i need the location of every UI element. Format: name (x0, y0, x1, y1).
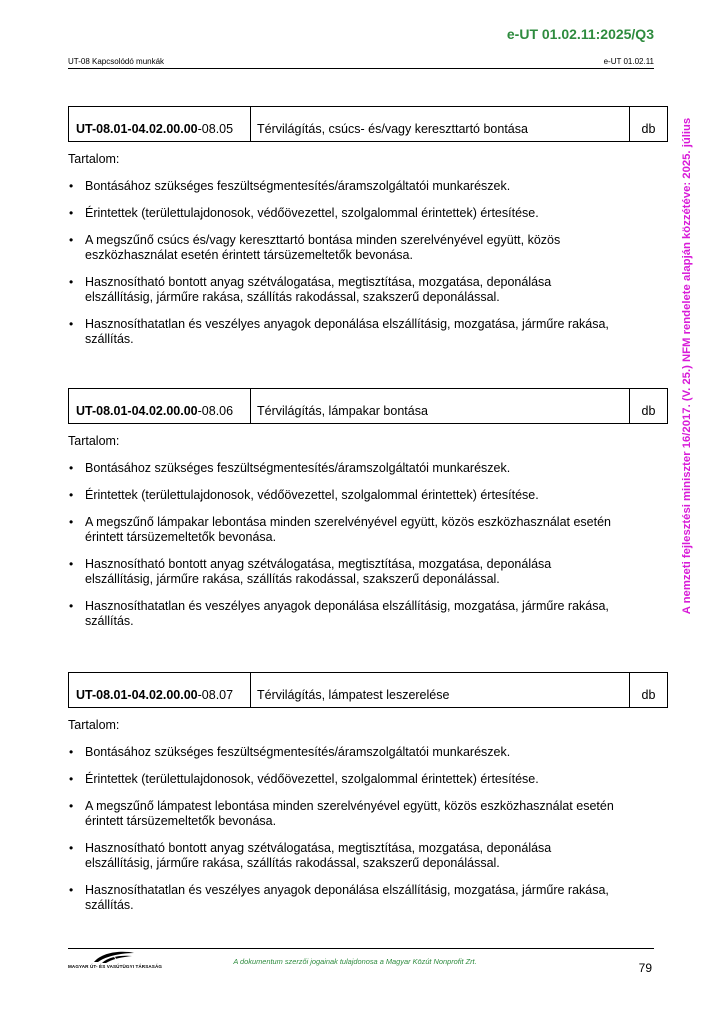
list-item: • Bontásához szükséges feszültségmentesítés/áramszolgáltatói munkarészek. (68, 179, 615, 194)
content-label: Tartalom: (68, 434, 120, 448)
list-item: • Hasznosíthatatlan és veszélyes anyagok deponálása elszállításig, mozgatása, járműre rakása, szállítás. (68, 883, 615, 913)
content-label: Tartalom: (68, 152, 120, 166)
road-logo-icon (92, 950, 136, 964)
footer-copyright: A dokumentum szerzői jogainak tulajdonosa a Magyar Közút Nonprofit Zrt. (233, 957, 477, 966)
work-item-code-suffix: -08.05 (197, 122, 234, 136)
list-item: • Bontásához szükséges feszültségmentesítés/áramszolgáltatói munkarészek. (68, 745, 615, 760)
side-note-text: A nemzeti fejlesztési miniszter 16/2017. (V. 25.) NFM rendelete alapján közzétéve: 2025. július (681, 117, 693, 615)
list-item: • Hasznosítható bontott anyag szétválogatása, megtisztítása, mozgatása, deponálása elszállításig, járműre rakása, szállítás rakodással, szakszerű deponálással. (68, 557, 615, 587)
side-publication-note (676, 96, 698, 636)
list-item: • Hasznosítható bontott anyag szétválogatása, megtisztítása, mozgatása, deponálása elszállításig, járműre rakása, szállítás rakodással, szakszerű deponálással. (68, 841, 615, 871)
footer-logo (68, 950, 163, 974)
content-list (68, 461, 668, 629)
running-header-code: e-UT 01.02.11 (603, 57, 654, 66)
running-header-chapter: UT-08 Kapcsolódó munkák (68, 57, 165, 66)
work-item-section (68, 388, 668, 629)
list-item: • A megszűnő lámpatest lebontása minden szerelvényével együtt, közös eszközhasználat esetén érintett társüzemeltetők bevonása. (68, 799, 615, 829)
work-item-header-table (68, 388, 668, 424)
work-item-unit: db (641, 688, 656, 702)
running-header (68, 57, 654, 69)
list-item: • Hasznosíthatatlan és veszélyes anyagok deponálása elszállításig, mozgatása, járműre rakása, szállítás. (68, 317, 615, 347)
footer-logo-text: MAGYAR ÚT- ÉS VASÚTÜGYI TÁRSASÁG (68, 964, 163, 969)
work-item-code-suffix: -08.06 (197, 404, 234, 418)
work-item-title: Térvilágítás, lámpatest leszerelése (251, 673, 630, 707)
list-item: • Hasznosíthatatlan és veszélyes anyagok deponálása elszállításig, mozgatása, járműre rakása, szállítás. (68, 599, 615, 629)
work-item-unit: db (641, 122, 656, 136)
content-list (68, 745, 668, 913)
page-number: 79 (638, 961, 652, 975)
work-item-code-suffix: -08.07 (197, 688, 234, 702)
work-item-section (68, 672, 668, 913)
work-item-code (69, 107, 251, 141)
work-item-header-table (68, 672, 668, 708)
work-item-code (69, 673, 251, 707)
content-list (68, 179, 668, 347)
work-item-code (69, 389, 251, 423)
work-item-title: Térvilágítás, lámpakar bontása (251, 389, 630, 423)
work-item-section (68, 106, 668, 347)
list-item: • Bontásához szükséges feszültségmentesítés/áramszolgáltatói munkarészek. (68, 461, 615, 476)
list-item: • Érintettek (területtulajdonosok, védőövezettel, szolgalommal érintettek) értesítése. (68, 206, 615, 221)
list-item: • Érintettek (területtulajdonosok, védőövezettel, szolgalommal érintettek) értesítése. (68, 488, 615, 503)
footer-divider (68, 948, 654, 949)
list-item: • A megszűnő csúcs és/vagy kereszttartó bontása minden szerelvényével együtt, közös eszközhasználat esetén érintett társüzemeltetők bevonása. (68, 233, 615, 263)
work-item-header-table (68, 106, 668, 142)
list-item: • Hasznosítható bontott anyag szétválogatása, megtisztítása, mozgatása, deponálása elszállításig, járműre rakása, szállítás rakodással, szakszerű deponálással. (68, 275, 615, 305)
work-item-unit: db (641, 404, 656, 418)
list-item: • A megszűnő lámpakar lebontása minden szerelvényével együtt, közös eszközhasználat esetén érintett társüzemeltetők bevonása. (68, 515, 615, 545)
work-item-code-main: UT-08.01-04.02.00.00 (76, 688, 198, 702)
list-item: • Érintettek (területtulajdonosok, védőövezettel, szolgalommal érintettek) értesítése. (68, 772, 615, 787)
work-item-code-main: UT-08.01-04.02.00.00 (76, 404, 198, 418)
document-code: e-UT 01.02.11:2025/Q3 (506, 26, 654, 42)
content-label: Tartalom: (68, 718, 120, 732)
work-item-title: Térvilágítás, csúcs- és/vagy kereszttartó bontása (251, 107, 630, 141)
work-item-code-main: UT-08.01-04.02.00.00 (76, 122, 198, 136)
